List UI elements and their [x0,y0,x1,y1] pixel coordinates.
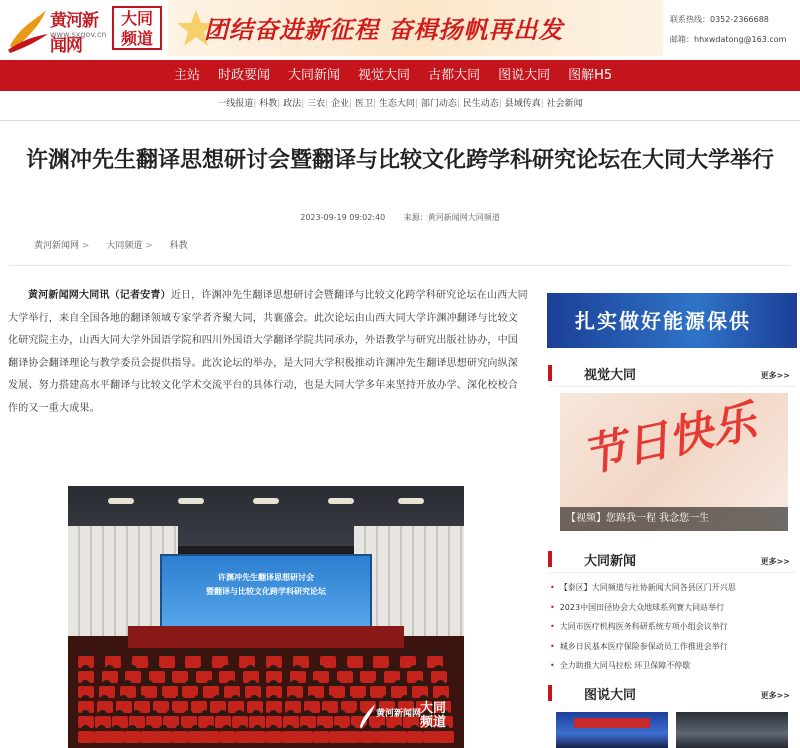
section-title: 大同新闻 [584,554,637,569]
article-source: 来源：黄河新闻网大同频道 [403,213,500,222]
article-photo [68,486,464,748]
photo-seat [329,731,345,743]
channel-line-2: 频道 [120,29,153,48]
logo-url: www.sxgov.cn [50,30,107,39]
contact-info [670,10,786,50]
main-nav [0,60,800,91]
photo-seat [347,656,363,668]
news-list [550,578,796,676]
list-item-text: 城乡日民基本医疗保险参保动员工作推进会举行 [559,641,728,651]
sub-nav: 一线报道| 科教| 政法| 三农| 企业| 医卫| 生态大同| 部门动态| 民生动态| 县域传真| 社会新闻 [217,99,583,109]
more-link[interactable]: 更多>> [760,691,790,700]
subnav-item[interactable]: 县域传真 [504,99,541,109]
nav-item-datong-news[interactable]: 大同新闻 [288,68,341,83]
photo-light [253,498,279,504]
subnav-item[interactable]: 一线报道 [217,99,254,109]
divider [548,386,796,387]
photo-seat [297,731,313,743]
photo-seat [235,731,251,743]
photo-screen-line-2: 暨翻译与比较文化跨学科研究论坛 [206,587,326,596]
feature-artwork: 节日快乐 [577,396,761,483]
subnav-item[interactable]: 部门动态 [420,99,457,109]
channel-line-1: 大同 [120,9,153,28]
list-item[interactable] [550,578,796,598]
photo-light [108,498,134,504]
photo-screen [160,554,372,630]
photo-thumbnail[interactable] [676,712,788,748]
photo-seat [266,731,282,743]
channel-badge[interactable] [112,6,162,50]
watermark-site: 黄河新闻网 [376,709,422,719]
watermark-channel [420,702,446,730]
list-item[interactable] [550,598,796,618]
nav-item-photo-news[interactable]: 图说大同 [498,68,551,83]
photo-light [328,498,354,504]
section-header-news [548,548,796,570]
thumbnail-banner [574,718,650,728]
subnav-item[interactable]: 民生动态 [462,99,499,109]
bullet-icon: • [550,583,555,592]
ad-text: 扎实做好能源保供 [575,309,751,333]
watermark-channel-line-1: 大同 [420,701,447,716]
section-header-photos [548,682,796,704]
section-marker [548,365,552,381]
logo-text: 黄河新闻网 [50,11,98,56]
breadcrumb-item[interactable]: 大同频道 [106,241,143,251]
breadcrumb-item[interactable]: 科教 [169,241,188,251]
bullet-icon: • [550,602,555,612]
photo-seat [156,731,172,743]
photo-seat [282,731,298,743]
nav-item-ancient-city[interactable]: 古都大同 [428,68,481,83]
slogan-banner [168,0,663,56]
more-link[interactable]: 更多>> [760,371,790,380]
list-item-text: 大同市医疗机构医务科研系统专项小组会议举行 [559,622,728,631]
article-lead: 黄河新闻网大同讯（记者安青） [28,290,171,301]
bullet-icon: • [550,622,555,631]
list-item[interactable] [550,637,796,657]
article-title: 许渊冲先生翻译思想研讨会暨翻译与比较文化跨学科研究论坛在大同大学举行 [25,148,774,173]
photo-screen-line-1: 许渊冲先生翻译思想研讨会 [218,573,314,582]
nav-item-visual[interactable]: 视觉大同 [358,68,411,83]
photo-watermark [358,702,458,742]
breadcrumb-item[interactable]: 黄河新闻网 [34,241,80,251]
watermark-swoosh-icon [358,702,376,730]
photo-seat [125,731,141,743]
subnav-item[interactable]: 社会新闻 [546,99,583,109]
breadcrumb-separator: > [81,241,90,251]
photo-seat [109,731,125,743]
list-item[interactable] [550,617,796,637]
nav-item-home[interactable]: 主站 [174,68,201,83]
subnav-item[interactable]: 医卫 [354,99,373,109]
section-title: 图说大同 [584,688,637,703]
divider [548,572,796,573]
featured-video[interactable] [560,393,788,531]
article-meta [0,212,800,223]
photo-thumbnail[interactable] [556,712,668,748]
section-title: 视觉大同 [584,368,637,383]
subnav-item[interactable]: 科教 [259,99,278,109]
photo-seat [219,731,235,743]
site-logo[interactable] [6,2,110,54]
more-link[interactable]: 更多>> [760,557,790,566]
photo-seat [78,731,94,743]
article-body [8,285,528,420]
list-item-text: 【泰区】大同频道与社协新闻大同各县区门开兴思 [559,583,736,592]
watermark-channel-line-2: 频道 [420,715,447,730]
subnav-item[interactable]: 三农 [307,99,326,109]
subnav-item[interactable]: 企业 [331,99,350,109]
contact-phone: 联系热线：0352-2366688 [670,15,769,24]
photo-seat [141,731,157,743]
list-item[interactable] [550,656,796,676]
photo-light [398,498,424,504]
feature-caption: 【视频】您路我一程 我念您一生 [560,507,788,531]
photo-seat [250,731,266,743]
photo-seat [203,731,219,743]
sidebar-ad-banner[interactable] [547,293,797,348]
section-marker [548,685,552,701]
article-text: 近日，许渊冲先生翻译思想研讨会暨翻译与比较文化跨学科研究论坛在山西大同大学举行，来自全国各地的翻译领域专家学者齐聚大同，共襄盛会。此次论坛由山西大同大学许渊冲翻译与比较文化研究院主办，山西大同大学外国语学院和四川外国语大学翻译学院共同承办，外语教学与研究出版社协办，中国翻译协会翻译理论与教学委员会提供指导。此次论坛的举办，是大同大学积极推动许渊冲先生翻译思想研究向纵深发展、努力搭建高水平翻译与比较文化学术交流平台的具体行动，也是大同大学多年来坚持开放办学、深化校校合作的又一重大成果。 [8,290,528,414]
photo-seat [188,731,204,743]
bullet-icon: • [550,661,555,670]
bullet-icon: • [550,641,555,651]
photo-seat [94,731,110,743]
logo-swoosh-icon [6,6,50,54]
photo-seat [313,731,329,743]
divider [0,120,800,121]
article-datetime: 2023-09-19 09:02:40 [300,213,386,222]
photo-seat [172,731,188,743]
breadcrumb-separator: > [145,241,153,251]
breadcrumb [34,238,188,251]
contact-email: 邮箱：hhxwdatong@163.com [670,35,787,44]
divider [10,265,790,266]
top-banner [0,0,800,58]
subnav-item[interactable]: 生态大同 [378,99,415,109]
slogan-text: 团结奋进新征程 奋楫扬帆再出发 [204,16,564,44]
section-header-visual [548,362,796,384]
subnav-item[interactable]: 政法 [283,99,302,109]
nav-item-h5[interactable]: 图解H5 [568,68,613,83]
nav-item-politics[interactable]: 时政要闻 [218,68,271,83]
photo-light [178,498,204,504]
photo-seat [159,656,175,668]
list-item-text: 全力助推大同马拉松 环卫保障不停歇 [559,661,691,670]
photo-stage [128,626,404,648]
section-marker [548,551,552,567]
list-item-text: 2023中国田径协会大众地球系列赛大同站举行 [559,602,725,612]
